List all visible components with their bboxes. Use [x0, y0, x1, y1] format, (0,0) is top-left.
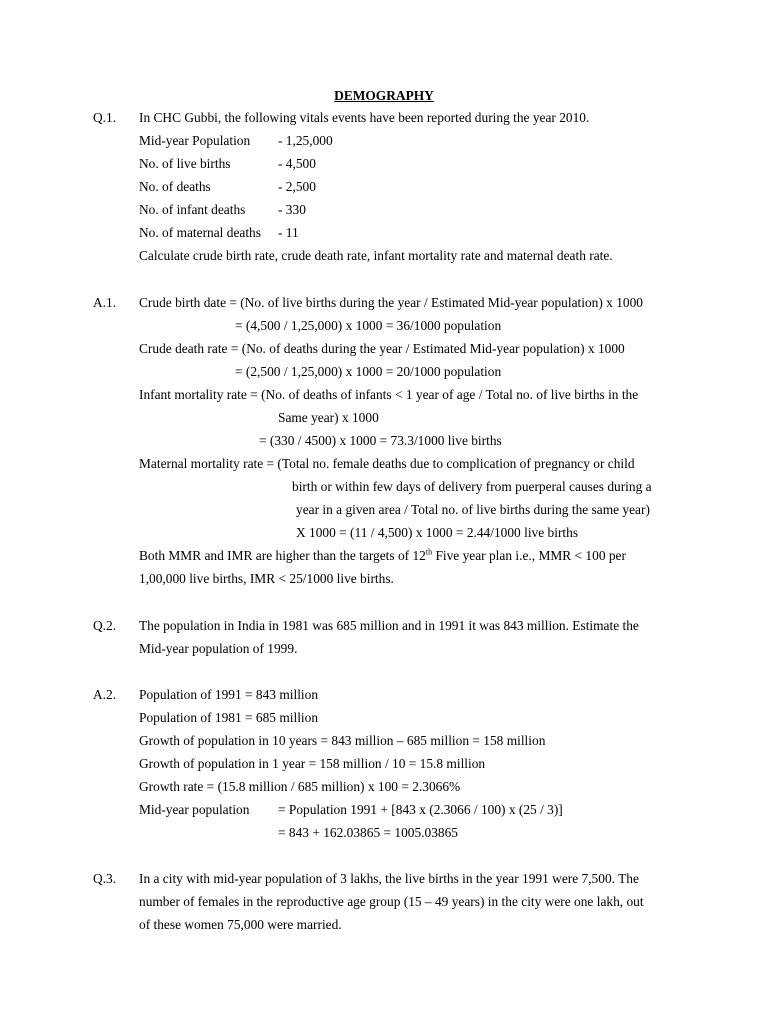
a1-note-cont: 1,00,000 live births, IMR < 25/1000 live births.	[139, 571, 394, 586]
q3-text-cont: of these women 75,000 were married.	[139, 917, 342, 932]
document-title: DEMOGRAPHY	[334, 88, 434, 103]
q1-item-value: - 4,500	[278, 156, 316, 171]
a2-line: Growth of population in 10 years = 843 million – 685 million = 158 million	[139, 733, 546, 748]
a1-number: A.1.	[93, 295, 117, 310]
a1-imr-formula: Infant mortality rate = (No. of deaths of infants < 1 year of age / Total no. of live births in the	[139, 387, 639, 402]
q3-text-cont: number of females in the reproductive age group (15 – 49 years) in the city were one lakh, out	[139, 894, 644, 909]
q1-item-label: Mid-year Population	[139, 133, 251, 148]
a1-cdr-result: = (2,500 / 1,25,000) x 1000 = 20/1000 population	[235, 364, 502, 379]
q3-number: Q.3.	[93, 871, 117, 886]
a1-mmr-formula-cont: birth or within few days of delivery from puerperal causes during a	[292, 479, 652, 494]
q2-text-cont: Mid-year population of 1999.	[139, 641, 298, 656]
q1-item-value: - 11	[278, 225, 299, 240]
a2-mid-label: Mid-year population	[139, 802, 250, 817]
a1-note-text: Five year plan i.e., MMR < 100 per	[432, 548, 626, 563]
a1-cbr-result: = (4,500 / 1,25,000) x 1000 = 36/1000 population	[235, 318, 502, 333]
q1-item-label: No. of maternal deaths	[139, 225, 261, 240]
a1-note-superscript: th	[425, 547, 433, 557]
q2-text: The population in India in 1981 was 685 million and in 1991 it was 843 million. Estimate the	[139, 618, 639, 633]
q1-item-label: No. of deaths	[139, 179, 211, 194]
a1-note	[139, 546, 626, 566]
q2-number: Q.2.	[93, 618, 117, 633]
a1-imr-result: = (330 / 4500) x 1000 = 73.3/1000 live births	[259, 433, 502, 448]
a1-note-text: Both MMR and IMR are higher than the targets of 12	[139, 548, 426, 563]
a2-number: A.2.	[93, 687, 117, 702]
a1-cdr-formula: Crude death rate = (No. of deaths during the year / Estimated Mid-year population) x 1000	[139, 341, 625, 356]
a2-line: Population of 1981 = 685 million	[139, 710, 319, 725]
a1-mmr-result: X 1000 = (11 / 4,500) x 1000 = 2.44/1000 live births	[296, 525, 579, 540]
q1-question: Calculate crude birth rate, crude death rate, infant mortality rate and maternal death rate.	[139, 248, 613, 263]
a2-mid-result: = 843 + 162.03865 = 1005.03865	[278, 825, 458, 840]
a2-line: Population of 1991 = 843 million	[139, 687, 319, 702]
q1-item-value: - 330	[278, 202, 306, 217]
q1-item-value: - 2,500	[278, 179, 316, 194]
a1-imr-formula-cont: Same year) x 1000	[278, 410, 379, 425]
a1-cbr-formula: Crude birth date = (No. of live births during the year / Estimated Mid-year population) x 1000	[139, 295, 644, 310]
q1-item-label: No. of live births	[139, 156, 231, 171]
q1-item-value: - 1,25,000	[278, 133, 333, 148]
a2-line: Growth of population in 1 year = 158 million / 10 = 15.8 million	[139, 756, 486, 771]
q1-item-label: No. of infant deaths	[139, 202, 246, 217]
q1-number: Q.1.	[93, 110, 117, 125]
a2-line: Growth rate = (15.8 million / 685 million) x 100 = 2.3066%	[139, 779, 461, 794]
a1-mmr-formula-cont: year in a given area / Total no. of live births during the same year)	[296, 502, 650, 517]
a1-mmr-formula: Maternal mortality rate = (Total no. female deaths due to complication of pregnancy or child	[139, 456, 635, 471]
q3-text: In a city with mid-year population of 3 lakhs, the live births in the year 1991 were 7,500. The	[139, 871, 639, 886]
a2-mid-equation: = Population 1991 + [843 x (2.3066 / 100) x (25 / 3)]	[278, 802, 563, 817]
q1-intro: In CHC Gubbi, the following vitals events have been reported during the year 2010.	[139, 110, 590, 125]
